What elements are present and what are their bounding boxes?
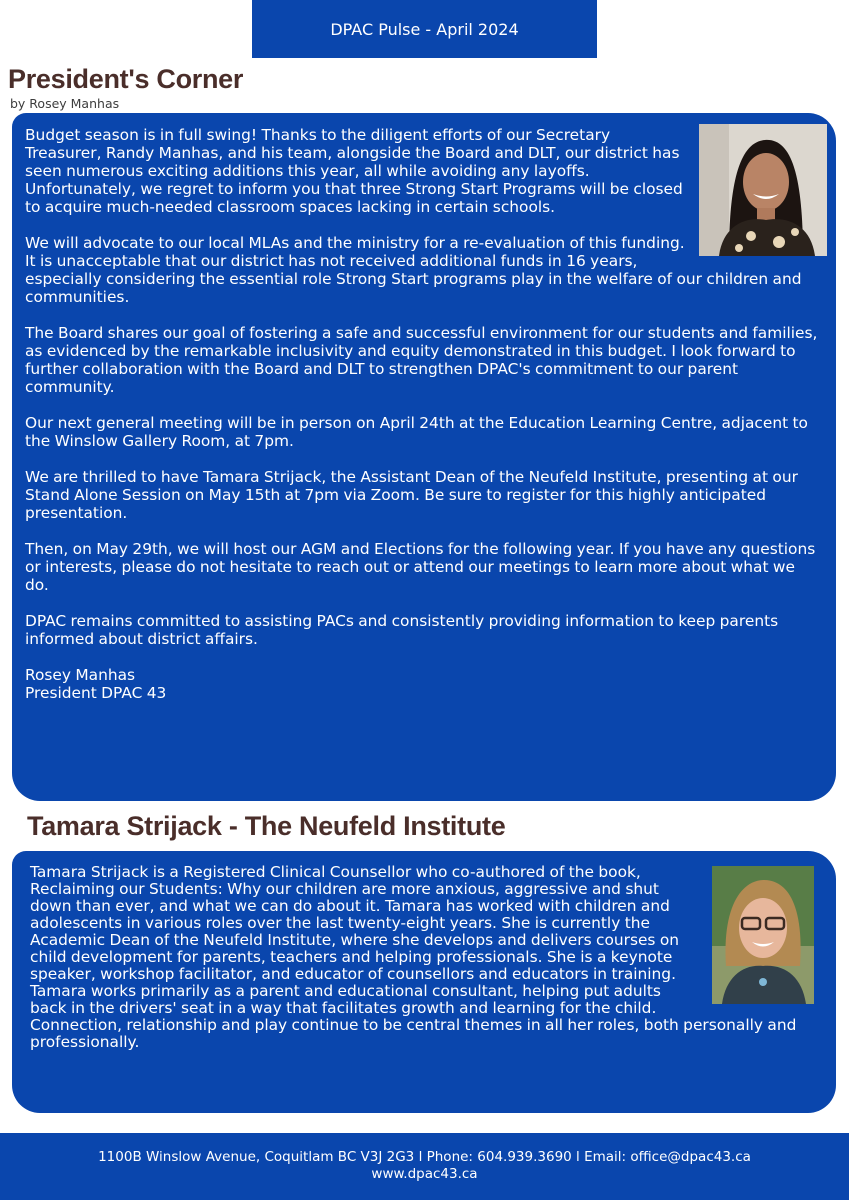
tamara-bio-text: Tamara Strijack is a Registered Clinical Counsellor who co-authored of the book, Reclaiming our Students: Why our children are more anxious, aggressive and shut down than ever, and what we can do about it. Tamara has worked with children and adolescents in various roles over the last twenty-eight years. She is currently the Academic Dean of the Neufeld Institute, where she develops and delivers courses on child development for parents, teachers and helping professionals. She is a keynote speaker, workshop facilitator, and educator of counsellors and educators in training. Tamara works primarily as a parent and educational consultant, helping put adults back in the drivers' seat in a way that facilitates growth and learning for the child. Connection, relationship and play continue to be central themes in all her roles, both personally and professionally. <box>30 863 797 1051</box>
president-paragraph-2: We will advocate to our local MLAs and the ministry for a re-evaluation of this funding. It is unacceptable that our district has not received additional funds in 16 years, especially considering the essential role Strong Start programs play in the welfare of our children and communities. <box>25 234 802 306</box>
rosey-manhas-photo <box>699 124 827 256</box>
signature-role: President DPAC 43 <box>25 684 167 702</box>
tamara-strijack-photo <box>712 866 814 1004</box>
signature-block <box>25 666 822 702</box>
presidents-corner-heading: President's Corner <box>8 64 244 94</box>
presidents-corner-byline: by Rosey Manhas <box>10 96 120 111</box>
tamara-bio-box <box>12 851 836 1113</box>
president-paragraph-3: The Board shares our goal of fostering a safe and successful environment for our students and families, as evidenced by the remarkable inclusivity and equity demonstrated in this budget. I look forward to further collaboration with the Board and DLT to strengthen DPAC's commitment to our parent community. <box>25 324 818 396</box>
newsletter-header <box>252 0 597 58</box>
tamara-section-heading: Tamara Strijack - The Neufeld Institute <box>27 811 506 841</box>
footer-address: 1100B Winslow Avenue, Coquitlam BC V3J 2G3 l Phone: 604.939.3690 l Email: office@dpac43.ca <box>98 1149 751 1165</box>
president-paragraph-7: DPAC remains committed to assisting PACs and consistently providing information to keep parents informed about district affairs. <box>25 612 779 648</box>
footer-website: www.dpac43.ca <box>371 1166 478 1182</box>
presidents-corner-box <box>12 113 836 801</box>
newsletter-title: DPAC Pulse - April 2024 <box>330 19 519 39</box>
president-paragraph-1: Budget season is in full swing! Thanks to the diligent efforts of our Secretary Treasurer, Randy Manhas, and his team, alongside the Board and DLT, our district has seen numerous exciting additions this year, all while avoiding any layoffs. Unfortunately, we regret to inform you that three Strong Start Programs will be closed to acquire much-needed classroom spaces lacking in certain schools. <box>25 126 683 216</box>
president-paragraph-6: Then, on May 29th, we will host our AGM and Elections for the following year. If you have any questions or interests, please do not hesitate to reach out or attend our meetings to learn more about what we do. <box>25 540 816 594</box>
president-paragraph-5: We are thrilled to have Tamara Strijack, the Assistant Dean of the Neufeld Institute, presenting at our Stand Alone Session on May 15th at 7pm via Zoom. Be sure to register for this highly anticipated presentation. <box>25 468 798 522</box>
signature-name: Rosey Manhas <box>25 666 136 684</box>
president-paragraph-4: Our next general meeting will be in person on April 24th at the Education Learning Centre, adjacent to the Winslow Gallery Room, at 7pm. <box>25 414 808 450</box>
footer-contact <box>0 1133 849 1200</box>
